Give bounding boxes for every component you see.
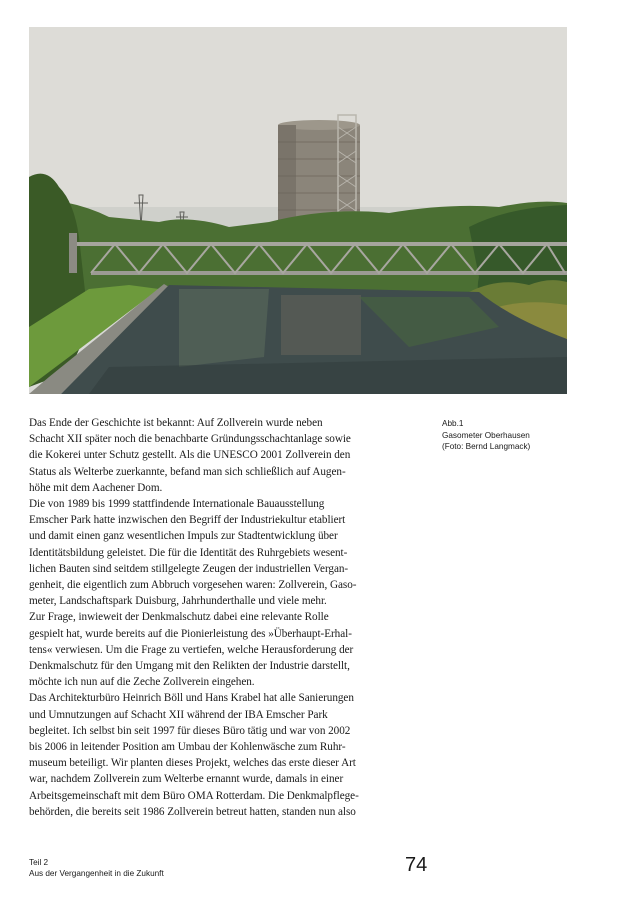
body-line: die Kokerei unter Schutz gestellt. Als die UNESCO 2001 Zollverein den <box>29 449 351 462</box>
body-line: Das Architekturbüro Heinrich Böll und Hans Krabel hat alle Sanierungen <box>29 692 354 705</box>
body-line: Die von 1989 bis 1999 stattfindende Internationale Bauausstellung <box>29 498 325 511</box>
figure-caption <box>442 418 572 453</box>
body-line: Status als Welterbe zuerkannte, befand man sich schließlich auf Augen- <box>29 465 346 478</box>
body-line: Arbeitsgemeinschaft mit dem Büro OMA Rotterdam. Die Denkmalpflege- <box>29 789 359 802</box>
body-line: bis 2006 in leitender Position am Umbau der Kohlenwäsche zum Ruhr- <box>29 741 346 754</box>
body-line: Identitätsbildung geleistet. Die für die Identität des Ruhrgebiets wesent- <box>29 546 348 559</box>
caption-title: Gasometer Oberhausen <box>442 430 530 440</box>
body-line: Schacht XII später noch die benachbarte Gründungsschachtanlage sowie <box>29 433 351 446</box>
body-line: gespielt hat, wurde bereits auf die Pionierleistung des »Überhaupt-Erhal- <box>29 627 352 640</box>
footer-section: Aus der Vergangenheit in die Zukunft <box>29 868 164 878</box>
body-line: und Umnutzungen auf Schacht XII während der IBA Emscher Park <box>29 708 328 721</box>
footer-part: Teil 2 <box>29 858 49 867</box>
body-line: museum beteiligt. Wir planten dieses Projekt, welches das erste dieser Art <box>29 757 356 770</box>
running-footer <box>29 858 164 879</box>
page-number: 74 <box>405 854 428 876</box>
body-line: tens« verwiesen. Um die Frage zu vertiefen, welche Herausforderung der <box>29 643 354 656</box>
body-line: genheit, die eigentlich zum Abbruch vorgesehen waren: Zollverein, Gaso- <box>29 579 357 592</box>
caption-label: Abb.1 <box>442 419 464 428</box>
body-line: Denkmalschutz für den Umgang mit den Relikten der Industrie darstellt, <box>29 660 350 673</box>
body-line: Das Ende der Geschichte ist bekannt: Auf Zollverein wurde neben <box>29 417 323 429</box>
body-line: und damit einen ganz wesentlichen Impuls zur Stadtentwicklung über <box>29 530 338 543</box>
photo-illustration <box>29 27 567 394</box>
body-line: behörden, die bereits seit 1986 Zollverein betreut hatten, standen nun also <box>29 805 356 818</box>
caption-credit: (Foto: Bernd Langmack) <box>442 442 531 451</box>
body-line: möchte ich nun auf die Zeche Zollverein eingehen. <box>29 676 255 689</box>
body-line: höhe mit dem Aachener Dom. <box>29 481 163 494</box>
body-line: begleitet. Ich selbst bin seit 1997 für dieses Büro tätig und war von 2002 <box>29 724 351 737</box>
body-line: Zur Frage, inwieweit der Denkmalschutz dabei eine relevante Rolle <box>29 611 329 624</box>
body-line: meter, Landschaftspark Duisburg, Jahrhunderthalle und viele mehr. <box>29 595 327 608</box>
body-line: war, nachdem Zollverein zum Welterbe ernannt wurde, damals in einer <box>29 773 344 786</box>
body-line: Emscher Park hatte inzwischen den Begriff der Industriekultur etabliert <box>29 514 346 527</box>
body-line: lichen Bauten sind seitdem stillgelegte Zeugen der industriellen Vergan- <box>29 562 349 575</box>
body-text <box>29 415 429 820</box>
gasometer-photo <box>29 27 567 394</box>
